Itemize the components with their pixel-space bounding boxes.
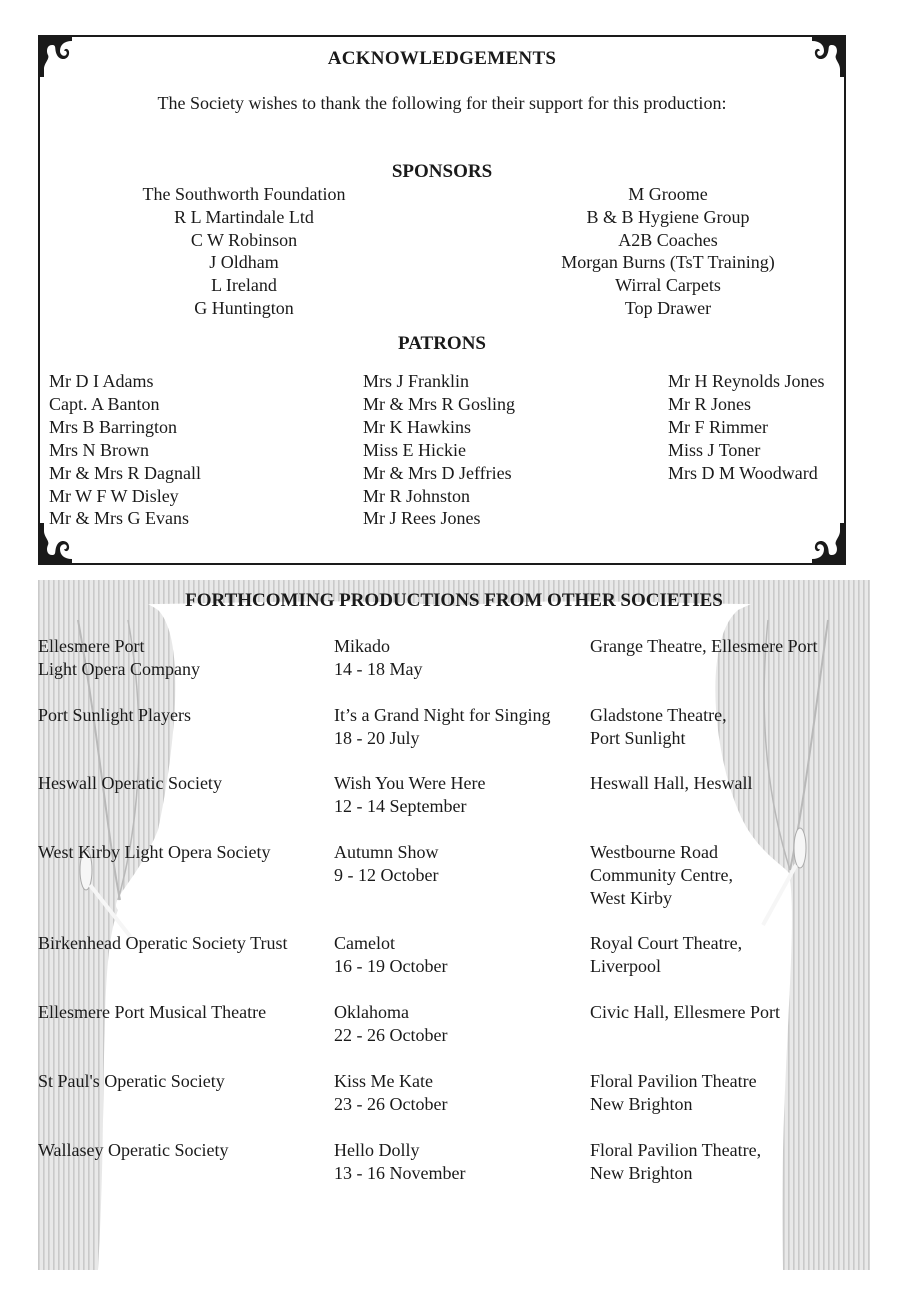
patron-name: Mr K Hawkins: [363, 416, 471, 437]
production-venue-line: Grange Theatre, Ellesmere Port: [590, 636, 818, 656]
production-venue-line: New Brighton: [590, 1094, 693, 1114]
patron-name: Mr F Rimmer: [668, 416, 769, 437]
production-show-line: 22 - 26 October: [334, 1025, 448, 1045]
production-society: [38, 1139, 328, 1162]
sponsor-name: J Oldham: [209, 252, 279, 273]
patron-name: Mr & Mrs R Gosling: [363, 393, 516, 414]
sponsor-name: B & B Hygiene Group: [586, 206, 750, 227]
sponsor-name: R L Martindale Ltd: [174, 206, 314, 227]
production-show-line: Kiss Me Kate: [334, 1071, 433, 1091]
production-venue: [590, 1001, 870, 1024]
production-society: [38, 772, 328, 795]
production-show-line: 16 - 19 October: [334, 956, 448, 976]
patron-name: Mrs B Barrington: [49, 416, 177, 437]
patron-name: Mrs N Brown: [49, 439, 150, 460]
production-society-line: Heswall Operatic Society: [38, 773, 222, 793]
corner-ornament-icon: [812, 523, 846, 565]
sponsors-heading: SPONSORS: [391, 161, 493, 182]
sponsor-name: Wirral Carpets: [615, 275, 721, 296]
production-venue-line: West Kirby: [590, 888, 673, 908]
production-venue: [590, 1139, 870, 1185]
production-show: [334, 841, 584, 887]
production-society-line: Ellesmere Port Musical Theatre: [38, 1002, 267, 1022]
production-society: [38, 1001, 328, 1024]
forthcoming-heading: FORTHCOMING PRODUCTIONS FROM OTHER SOCIETIES: [185, 590, 723, 611]
patron-name: Mr D I Adams: [49, 371, 154, 391]
production-show: [334, 1070, 584, 1116]
production-show-line: 12 - 14 September: [334, 796, 467, 816]
patrons-column-3: [668, 370, 825, 485]
patron-name: Mr & Mrs R Dagnall: [49, 462, 201, 483]
production-society: [38, 704, 328, 727]
patrons-column-1: [49, 370, 201, 530]
production-show: [334, 772, 584, 818]
production-venue-line: Liverpool: [590, 956, 661, 976]
patron-name: Mrs D M Woodward: [668, 462, 818, 483]
production-society-line: Wallasey Operatic Society: [38, 1140, 229, 1160]
production-venue-line: Civic Hall, Ellesmere Port: [590, 1002, 780, 1022]
production-society-line: Port Sunlight Players: [38, 705, 192, 725]
production-show: [334, 932, 584, 978]
production-society-line: Light Opera Company: [38, 659, 200, 679]
production-venue: [590, 704, 870, 750]
production-venue-line: Westbourne Road: [590, 842, 719, 862]
patron-name: Mr & Mrs D Jeffries: [363, 462, 512, 483]
production-venue: [590, 772, 870, 795]
sponsors-right-list: [518, 183, 818, 320]
sponsor-name: The Southworth Foundation: [142, 184, 346, 204]
production-show-line: Oklahoma: [334, 1002, 409, 1022]
patron-name: Miss E Hickie: [363, 439, 466, 460]
production-society-line: St Paul's Operatic Society: [38, 1071, 225, 1091]
production-society-line: Birkenhead Operatic Society Trust: [38, 933, 288, 953]
production-show-line: 18 - 20 July: [334, 728, 420, 748]
production-society: [38, 841, 328, 864]
sponsor-name: A2B Coaches: [618, 229, 718, 250]
production-venue-line: Royal Court Theatre,: [590, 933, 743, 953]
patron-name: Mr & Mrs G Evans: [49, 508, 189, 529]
production-show-line: 13 - 16 November: [334, 1163, 466, 1183]
production-show: [334, 1139, 584, 1185]
production-show-line: 23 - 26 October: [334, 1094, 448, 1114]
production-venue-line: Port Sunlight: [590, 728, 686, 748]
production-show-line: Hello Dolly: [334, 1140, 420, 1160]
production-society-line: West Kirby Light Opera Society: [38, 842, 271, 862]
production-society: [38, 932, 328, 955]
sponsor-name: Top Drawer: [624, 297, 712, 318]
sponsors-left-list: [94, 183, 394, 320]
sponsor-name: G Huntington: [194, 297, 294, 318]
production-venue: [590, 841, 870, 910]
patron-name: Mr W F W Disley: [49, 485, 179, 506]
patron-name: Mr H Reynolds Jones: [668, 371, 825, 391]
production-venue-line: Floral Pavilion Theatre: [590, 1071, 757, 1091]
patron-name: Mr J Rees Jones: [363, 508, 481, 529]
patron-name: Capt. A Banton: [49, 393, 160, 414]
sponsor-name: L Ireland: [211, 275, 277, 296]
patron-name: Mrs J Franklin: [363, 371, 470, 391]
production-show-line: Wish You Were Here: [334, 773, 486, 793]
production-show: [334, 1001, 584, 1047]
production-venue-line: New Brighton: [590, 1163, 693, 1183]
production-venue-line: Community Centre,: [590, 865, 733, 885]
production-venue: [590, 932, 870, 978]
production-venue-line: Gladstone Theatre,: [590, 705, 727, 725]
production-show-line: Autumn Show: [334, 842, 439, 862]
production-society-line: Ellesmere Port: [38, 636, 145, 656]
production-society: [38, 1070, 328, 1093]
production-venue-line: Floral Pavilion Theatre,: [590, 1140, 762, 1160]
production-show: [334, 704, 584, 750]
production-venue: [590, 635, 870, 658]
patrons-heading: PATRONS: [398, 333, 486, 354]
patrons-column-2: [363, 370, 515, 530]
production-venue-line: Heswall Hall, Heswall: [590, 773, 753, 793]
production-show-line: Camelot: [334, 933, 395, 953]
acknowledgements-box: [38, 35, 846, 565]
sponsor-name: C W Robinson: [190, 229, 298, 250]
acknowledgements-intro: The Society wishes to thank the following for their support for this production:: [157, 93, 727, 113]
forthcoming-section: [38, 580, 870, 1270]
production-show: [334, 635, 584, 681]
production-show-line: 9 - 12 October: [334, 865, 439, 885]
patron-name: Mr R Johnston: [363, 485, 471, 506]
acknowledgements-title: ACKNOWLEDGEMENTS: [327, 48, 557, 69]
production-show-line: Mikado: [334, 636, 390, 656]
patron-name: Mr R Jones: [668, 393, 752, 414]
production-venue: [590, 1070, 870, 1116]
sponsor-name: Morgan Burns (TsT Training): [561, 252, 775, 273]
production-show-line: It’s a Grand Night for Singing: [334, 705, 551, 725]
production-show-line: 14 - 18 May: [334, 659, 423, 679]
sponsor-name: M Groome: [628, 184, 708, 204]
production-society: [38, 635, 328, 681]
patron-name: Miss J Toner: [668, 439, 761, 460]
